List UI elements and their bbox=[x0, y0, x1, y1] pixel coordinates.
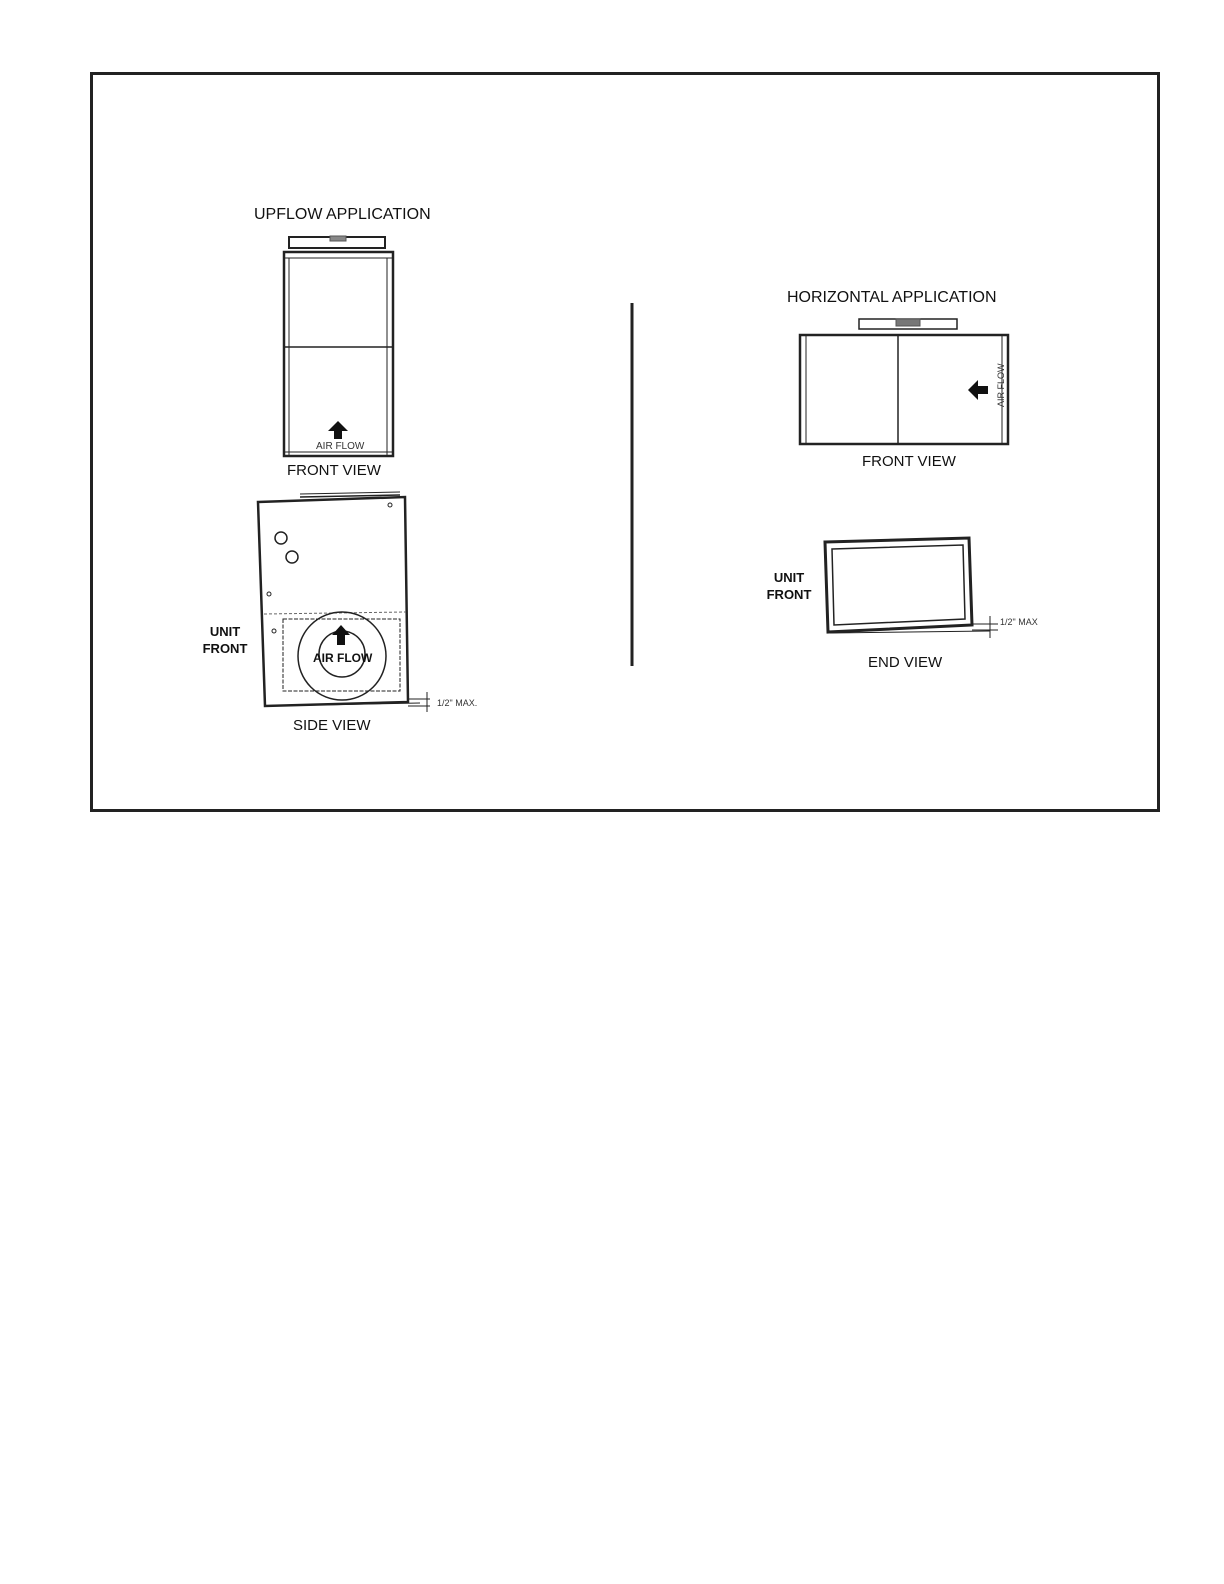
horizontal-application-title: HORIZONTAL APPLICATION bbox=[787, 289, 997, 306]
horizontal-end-view-unit bbox=[825, 538, 998, 638]
upflow-side-view-unit bbox=[258, 492, 430, 712]
upflow-side-view-label: SIDE VIEW bbox=[293, 717, 371, 734]
horizontal-unit-front-line2: FRONT bbox=[766, 587, 812, 602]
horizontal-unit-front-line1: UNIT bbox=[773, 570, 805, 585]
upflow-unit-front-label bbox=[196, 623, 254, 657]
upflow-front-view-label: FRONT VIEW bbox=[287, 462, 381, 479]
horizontal-end-view-label: END VIEW bbox=[868, 654, 943, 671]
upflow-unit-front-line2: FRONT bbox=[202, 641, 248, 656]
horizontal-max-gap-label: 1/2" MAX bbox=[1000, 617, 1038, 627]
upflow-application-title: UPFLOW APPLICATION bbox=[254, 206, 431, 223]
horizontal-airflow-label: AIR FLOW bbox=[996, 363, 1006, 407]
upflow-front-airflow-label: AIR FLOW bbox=[316, 441, 365, 452]
upflow-side-airflow-label: AIR FLOW bbox=[313, 651, 373, 665]
upflow-max-gap-label: 1/2" MAX. bbox=[437, 698, 478, 708]
upflow-unit-front-line1: UNIT bbox=[209, 624, 241, 639]
horizontal-unit-front-label bbox=[762, 569, 816, 603]
horizontal-front-view-label: FRONT VIEW bbox=[862, 453, 956, 470]
